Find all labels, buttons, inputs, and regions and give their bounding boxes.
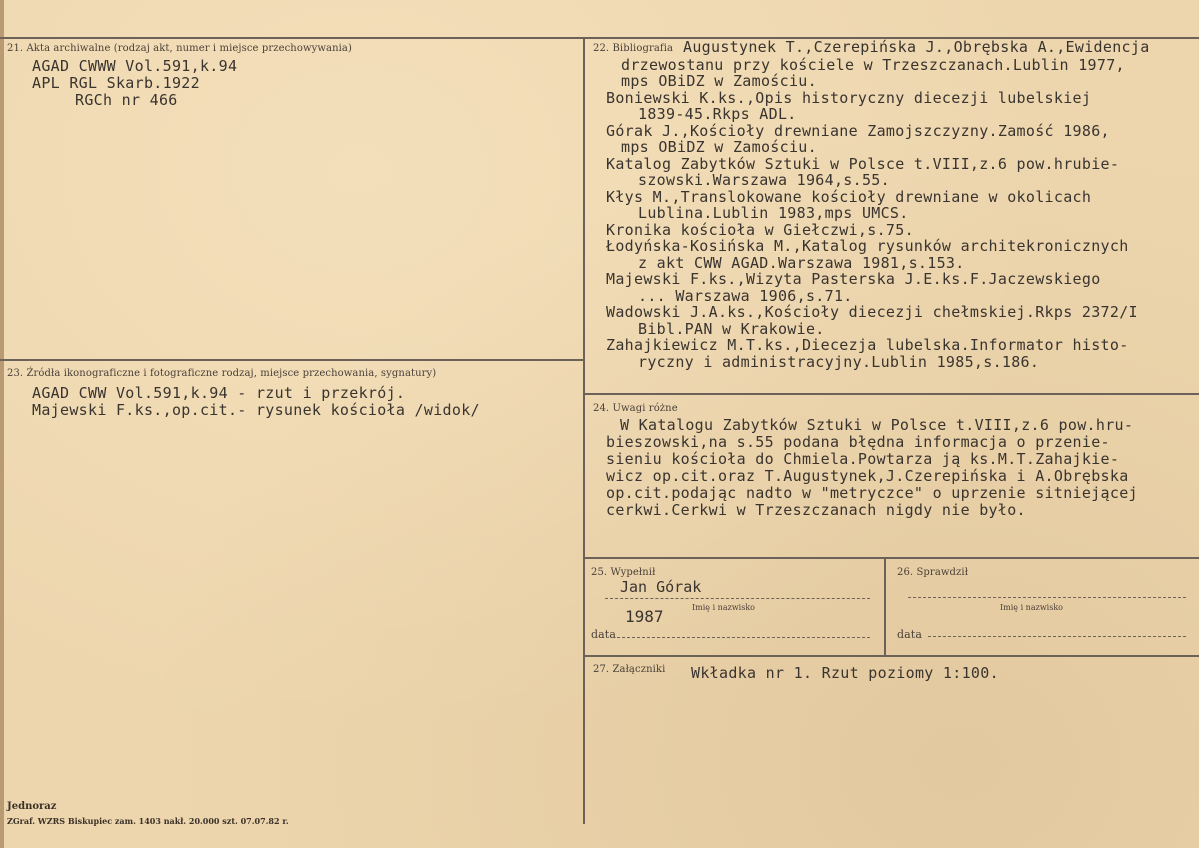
bibliography-line: Górak J.,Kościoły drewniane Zamojszczyzny.Zamość 1986, [606,122,1110,140]
section-24-label: 24. Uwagi różne [593,403,678,414]
center-divider [583,37,585,824]
card-edge [0,0,4,848]
section-22-label: 22. Bibliografia [593,43,674,54]
date-line-25 [617,637,870,638]
archive-line-3: RGCh nr 466 [75,91,178,109]
iconography-line-1: AGAD CWW Vol.591,k.94 - rzut i przekrój. [32,384,406,402]
bibliography-line: mps OBiDZ w Zamościu. [621,138,817,156]
remarks-line: op.cit.podając nadto w "metryczce" o uprzenie sitniejącej [606,484,1138,502]
divider-21-23 [0,359,584,361]
bibliography-line: Łodyńska-Kosińska M.,Katalog rysunków architekronicznych [606,237,1129,255]
remarks-line: W Katalogu Zabytków Sztuki w Polsce t.VIII,z.6 pow.hru- [620,416,1134,434]
bibliography-line: Majewski F.ks.,Wizyta Pasterska J.E.ks.F.Jaczewskiego [606,270,1101,288]
divider-25-27 [584,655,1199,657]
section-27-label: 27. Załączniki [593,664,666,675]
bibliography-line: szowski.Warszawa 1964,s.55. [638,171,890,189]
bibliography-line: z akt CWW AGAD.Warszawa 1981,s.153. [638,254,965,272]
date-line-26 [928,636,1186,637]
footer-print-info: ZGraf. WZRS Biskupiec zam. 1403 nakł. 20.000 szt. 07.07.82 r. [7,816,289,826]
date-label-25: data [591,628,616,641]
bibliography-line: Wadowski J.A.ks.,Kościoły diecezji chełmskiej.Rkps 2372/I [606,303,1138,321]
bibliography-line: drzewostanu przy kościele w Trzeszczanach.Lublin 1977, [621,56,1125,74]
section-25-label: 25. Wypełnił [591,567,656,578]
bibliography-line: ryczny i administracyjny.Lublin 1985,s.186. [638,353,1040,371]
bibliography-line: Katalog Zabytków Sztuki w Polsce t.VIII,z.6 pow.hrubie- [606,155,1120,173]
name-caption: Imię i nazwisko [692,603,755,612]
checker-name-line [908,597,1186,598]
bibliography-line-0: Augustynek T.,Czerepińska J.,Obrębska A.,Ewidencja [683,38,1150,56]
remarks-line: cerkwi.Cerkwi w Trzeszczanach nigdy nie było. [606,501,1026,519]
bibliography-line: Kłys M.,Translokowane kościoły drewniane w okolicach [606,188,1092,206]
date-label-26: data [897,628,922,641]
section-23-label: 23. Źródła ikonograficzne i fotograficzne rodzaj, miejsce przechowania, sygnatury) [7,368,437,379]
remarks-line: bieszowski,na s.55 podana błędna informacja o przenie- [606,433,1110,451]
archive-line-2: APL RGL Skarb.1922 [32,74,200,92]
section-21-label: 21. Akta archiwalne (rodzaj akt, numer i miejsce przechowywania) [7,43,352,54]
iconography-line-2: Majewski F.ks.,op.cit.- rysunek kościoła /widok/ [32,401,480,419]
divider-22-24 [584,393,1199,395]
bibliography-line: ... Warszawa 1906,s.71. [638,287,853,305]
bibliography-line: Bibl.PAN w Krakowie. [638,320,825,338]
remarks-line: wicz op.cit.oraz T.Augustynek,J.Czerepińska i A.Obrębska [606,467,1129,485]
section-26-label: 26. Sprawdził [897,567,969,578]
footer-line-1: Jednoraz [7,801,57,812]
bibliography-line: Kronika kościoła w Giełczwi,s.75. [606,221,914,239]
filled-by-name: Jan Górak [620,578,702,596]
remarks-line: sieniu kościoła do Chmiela.Powtarza ją ks.M.T.Zahajkie- [606,450,1120,468]
archive-line-1: AGAD CWWW Vol.591,k.94 [32,57,238,75]
filled-year: 1987 [625,607,664,626]
bibliography-line: Zahajkiewicz M.T.ks.,Diecezja lubelska.Informator histo- [606,336,1129,354]
attachments-text: Wkładka nr 1. Rzut poziomy 1:100. [691,664,999,682]
divider-25-26 [884,557,886,656]
name-line [605,598,870,599]
bibliography-line: Boniewski K.ks.,Opis historyczny diecezji lubelskiej [606,89,1092,107]
bibliography-line: 1839-45.Rkps ADL. [638,105,797,123]
divider-24-25 [584,557,1199,559]
bibliography-line: mps OBiDZ w Zamościu. [621,72,817,90]
checker-name-caption: Imię i nazwisko [1000,603,1063,612]
bibliography-line: Lublina.Lublin 1983,mps UMCS. [638,204,909,222]
